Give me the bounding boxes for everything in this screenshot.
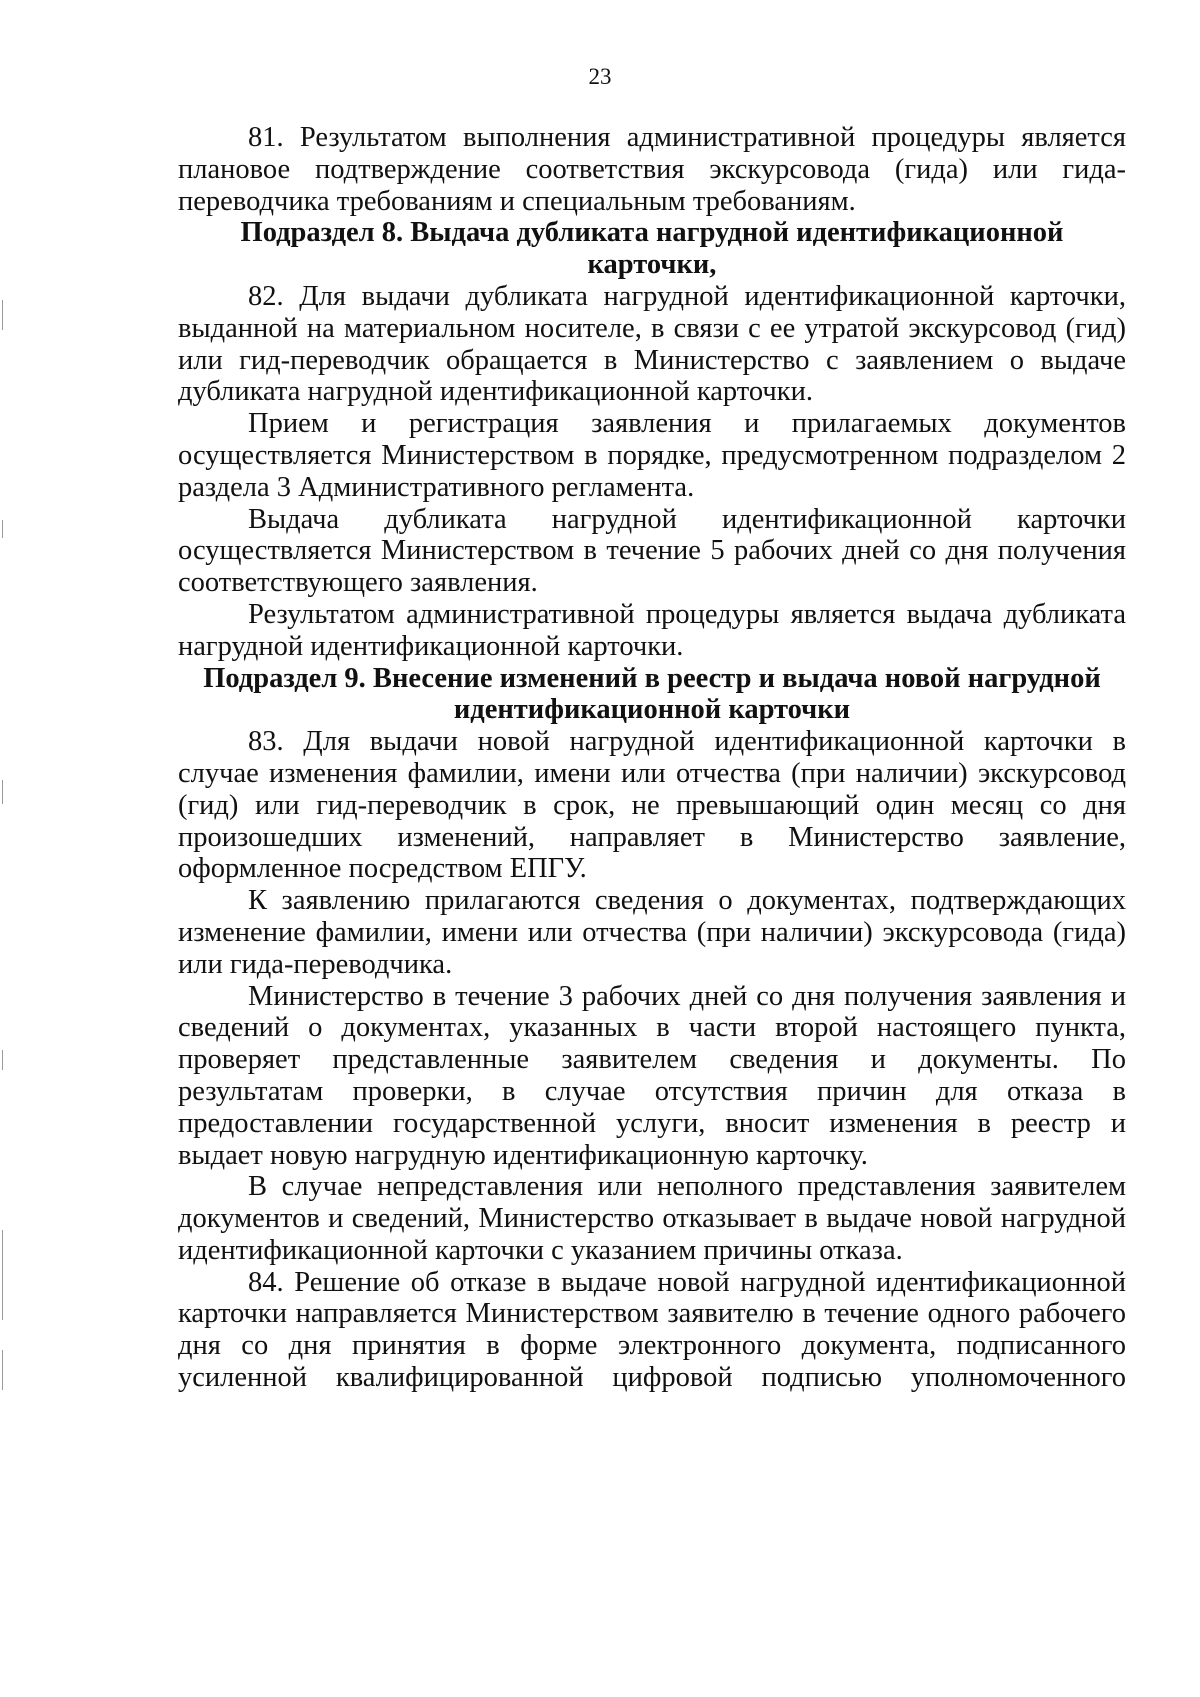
subsection-8-heading: Подраздел 8. Выдача дубликата нагрудной идентификационной карточки, [240,217,1064,281]
paragraph-83-refusal: В случае непредставления или неполного представления заявителем документов и сведений, Министерство отказывает в выдаче новой нагрудной идентификационной карточки с указанием причины отказа. [178,1171,1126,1266]
paragraph-82: 82. Для выдачи дубликата нагрудной идентификационной карточки, выданной на материальном носителе, в связи с ее утратой экскурсовод (гид) или гид-переводчик обращается в Министерство с заявлением о выдаче дубликата нагрудной идентификационной карточки. [178,280,1126,408]
subsection-9-heading: Подраздел 9. Внесение изменений в реестр и выдача новой нагрудной идентификационной карточки [203,662,1101,726]
paragraph-83: 83. Для выдачи новой нагрудной идентификационной карточки в случае изменения фамилии, имени или отчества (при наличии) экскурсовод (гид) или гид-переводчик в срок, не превышающий один месяц со дня произошедших изменений, направляет в Министерство заявление, оформленное посредством ЕПГУ. [178,726,1126,885]
scan-edge-marks [0,0,10,1697]
document-body [178,122,1126,1394]
paragraph-83-review: Министерство в течение 3 рабочих дней со дня получения заявления и сведений о документах, указанных в части второй настоящего пункта, проверяет представленные заявителем сведения и документы. По результатам проверки, в случае отсутствия причин для отказа в предоставлении государственной услуги, вносит изменения в реестр и выдает новую нагрудную идентификационную карточку. [178,980,1126,1171]
paragraph-82-issuance: Выдача дубликата нагрудной идентификационной карточки осуществляется Министерством в течение 5 рабочих дней со дня получения соответствующего заявления. [178,503,1126,599]
paragraph-82-result: Результатом административной процедуры является выдача дубликата нагрудной идентификационной карточки. [178,598,1126,662]
paragraph-82-reception: Прием и регистрация заявления и прилагаемых документов осуществляется Министерством в порядке, предусмотренном подразделом 2 раздела 3 Административного регламента. [178,408,1126,503]
page-number: 23 [588,64,612,89]
paragraph-83-attachments: К заявлению прилагаются сведения о документах, подтверждающих изменение фамилии, имени или отчества (при наличии) экскурсовода (гида) или гида-переводчика. [178,885,1126,980]
paragraph-81: 81. Результатом выполнения административной процедуры является плановое подтверждение соответствия экскурсовода (гида) или гида-переводчика требованиям и специальным требованиям. [178,122,1126,217]
paragraph-84: 84. Решение об отказе в выдаче новой нагрудной идентификационной карточки направляется Министерством заявителю в течение одного рабочего дня со дня принятия в форме электронного документа, подписанного усиленной квалифицированной цифровой подписью уполномоченного [178,1266,1126,1394]
